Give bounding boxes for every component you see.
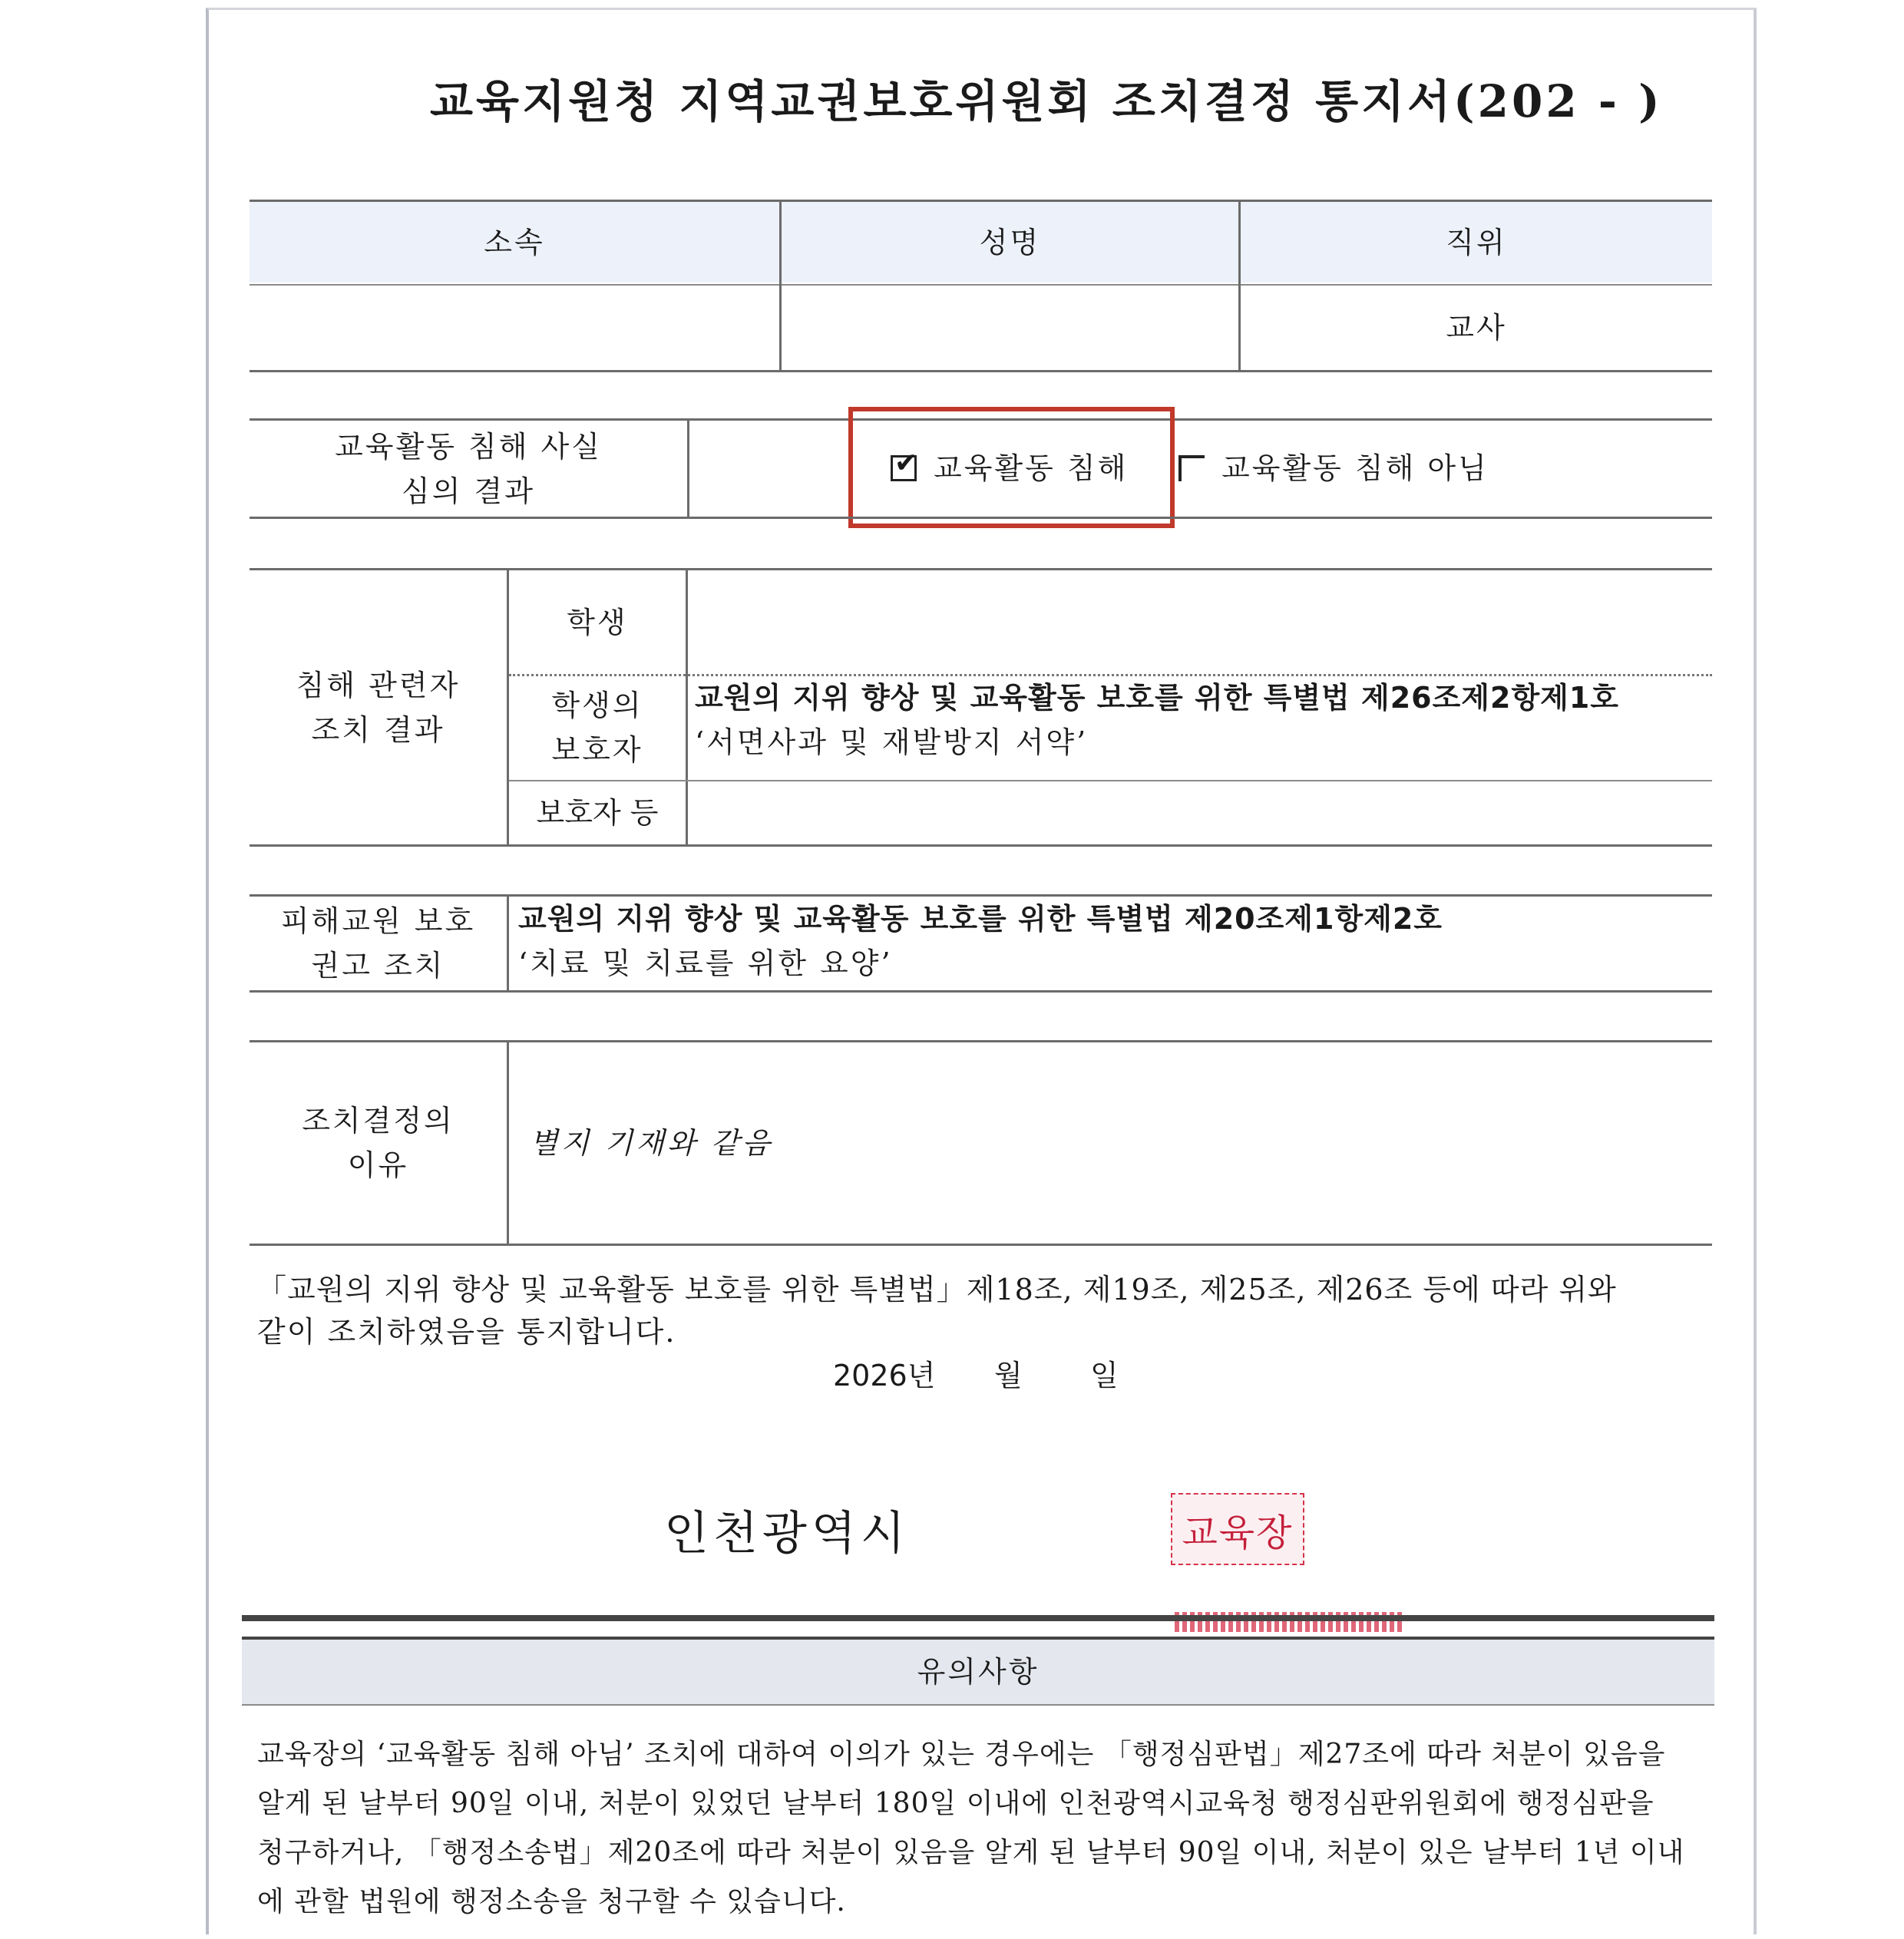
caution-line2: 알게 된 날부터 90일 이내, 처분이 있었던 날부터 180일 이내에 인천광역시교육청 행정심판위원회에 행정심판을	[257, 1788, 1654, 1819]
victim-divider	[507, 897, 509, 990]
caution-line4: 에 관할 법원에 행정소송을 청구할 수 있습니다.	[257, 1886, 846, 1918]
victim-label-line2: 권고 조치	[311, 949, 445, 983]
reason-label	[250, 1042, 507, 1244]
reason-bottom-border	[250, 1244, 1712, 1246]
highlight-box	[848, 407, 1175, 528]
option-not-infringement-label: 교육활동 침해 아님	[1221, 451, 1489, 485]
date-month: 월	[994, 1359, 1024, 1392]
position-value: 교사	[1446, 311, 1507, 345]
header-name: 성명	[782, 202, 1238, 282]
guardian-label	[509, 676, 686, 779]
victim-bottom-border	[250, 990, 1712, 993]
student-label: 학생	[567, 605, 628, 639]
document-title: 교육지원청 지역교권보호위원회 조치결정 통지서(202 - )	[430, 75, 1663, 127]
name-value	[782, 286, 1238, 370]
guardian-label-line2: 보호자	[551, 732, 643, 767]
guardian-value	[695, 676, 1712, 779]
victim-law: 교원의 지위 향상 및 교육활동 보호를 위한 특별법 제20조제1항제2호	[518, 902, 1443, 936]
guardians-etc-label: 보호자 등	[536, 796, 659, 830]
date-year: 2026년	[833, 1359, 936, 1392]
guardian-law: 교원의 지위 향상 및 교육활동 보호를 위한 특별법 제26조제2항제1호	[695, 681, 1620, 715]
measures-divider-inner	[686, 570, 688, 844]
unchecked-checkbox[interactable]	[1178, 455, 1205, 481]
affiliation-value	[250, 286, 779, 370]
info-table-bottom-border	[250, 370, 1712, 372]
victim-value	[518, 897, 1708, 990]
guardians-etc-value	[695, 781, 1708, 844]
victim-label	[250, 897, 507, 990]
option-not-infringement[interactable]	[1178, 438, 1555, 499]
issuer-org: 인천광역시	[664, 1507, 910, 1561]
victim-label-line1: 피해교원 보호	[280, 904, 476, 938]
info-table-divider-2	[1238, 202, 1241, 370]
official-seal	[1171, 1493, 1304, 1565]
caution-header-border	[242, 1704, 1714, 1706]
infringement-label	[250, 421, 687, 517]
victim-measure: ‘치료 및 치료를 위한 요양’	[518, 946, 893, 980]
caution-line1: 교육장의 ‘교육활동 침해 아님’ 조치에 대하여 이의가 있는 경우에는 「행정심판법」제27조에 따라 처분이 있음을	[257, 1739, 1666, 1770]
date-day: 일	[1090, 1359, 1120, 1392]
reason-divider	[507, 1042, 509, 1244]
caution-header: 유의사항	[242, 1640, 1714, 1704]
reason-label-line2: 이유	[347, 1148, 409, 1182]
reason-value: 별지 기재와 같음	[530, 1126, 774, 1160]
measures-label-line1: 침해 관련자	[296, 668, 461, 702]
infringement-label-line1: 교육활동 침해 사실	[335, 429, 602, 464]
student-value	[695, 570, 1708, 674]
measures-bottom-border	[250, 844, 1712, 847]
reason-label-line1: 조치결정의	[302, 1104, 455, 1138]
measures-label	[250, 570, 507, 844]
caution-thick-border	[242, 1615, 1714, 1621]
notice-line1: 「교원의 지위 향상 및 교육활동 보호를 위한 특별법」제18조, 제19조, 제25조, 제26조 등에 따라 위와	[257, 1273, 1617, 1306]
guardian-label-line1: 학생의	[551, 688, 643, 722]
header-position: 직위	[1241, 202, 1712, 282]
caution-line3: 청구하거나, 「행정소송법」제20조에 따라 처분이 있음을 알게 된 날부터 90일 이내, 처분이 있은 날부터 1년 이내	[257, 1837, 1685, 1868]
check-mark-icon: ✔	[894, 448, 921, 479]
guardian-measure: ‘서면사과 및 재발방지 서약’	[695, 725, 1089, 759]
infringement-divider	[687, 421, 689, 517]
notice-line2: 같이 조치하였음을 통지합니다.	[257, 1315, 676, 1349]
infringement-label-line2: 심의 결과	[402, 474, 535, 508]
infringement-bottom-border	[250, 517, 1712, 519]
option-infringement-label: 교육활동 침해	[934, 451, 1129, 485]
header-affiliation: 소속	[250, 202, 779, 282]
measures-label-line2: 조치 결과	[311, 712, 445, 747]
info-table-divider-1	[779, 202, 782, 370]
seal-text: 교육장	[1182, 1511, 1294, 1554]
